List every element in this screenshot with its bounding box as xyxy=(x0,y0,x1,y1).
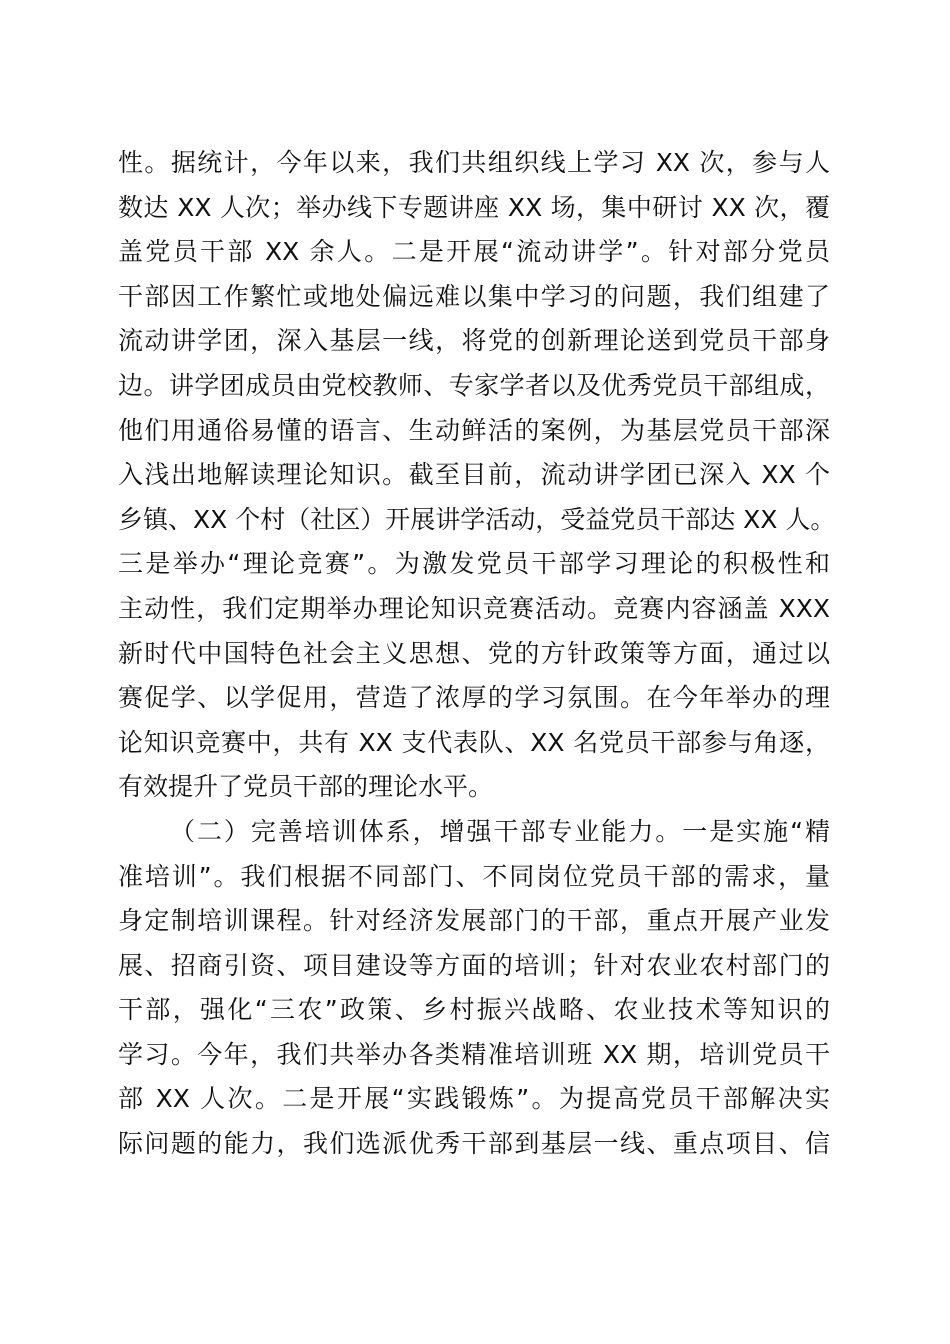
text-line: 主动性，我们定期举办理论知识竞赛活动。竞赛内容涵盖 XXX xyxy=(118,593,830,623)
text-line: 数达 XX 人次；举办线下专题讲座 XX 场，集中研讨 XX 次，覆 xyxy=(118,192,830,222)
text-line: 性。据统计，今年以来，我们共组织线上学习 XX 次，参与人 xyxy=(118,148,830,177)
text-line: 学习。今年，我们共举办各类精准培训班 XX 期，培训党员干 xyxy=(118,1039,830,1069)
text-line: 身定制培训课程。针对经济发展部门的干部，重点开展产业发 xyxy=(118,906,830,936)
document-body xyxy=(118,141,836,1167)
text-line: 论知识竞赛中，共有 XX 支代表队、XX 名党员干部参与角逐， xyxy=(118,727,830,757)
text-line: 三是举办“理论竞赛”。为激发党员干部学习理论的积极性和 xyxy=(118,549,830,579)
text-line: 干部因工作繁忙或地处偏远难以集中学习的问题，我们组建了 xyxy=(118,281,830,311)
text-line: 乡镇、XX 个村（社区）开展讲学活动，受益党员干部达 XX 人。 xyxy=(118,504,836,534)
text-line: 盖党员干部 XX 余人。二是开展“流动讲学”。针对部分党员 xyxy=(118,237,830,267)
section-heading-line: （二）完善培训体系，增强干部专业能力。一是实施“精 xyxy=(170,816,830,846)
text-line: 他们用通俗易懂的语言、生动鲜活的案例，为基层党员干部深 xyxy=(118,415,830,445)
text-line: 展、招商引资、项目建设等方面的培训；针对农业农村部门的 xyxy=(118,950,830,980)
text-line: 部 XX 人次。二是开展“实践锻炼”。为提高党员干部解决实 xyxy=(118,1084,830,1114)
text-line: 干部，强化“三农”政策、乡村振兴战略、农业技术等知识的 xyxy=(118,995,830,1025)
text-line: 入浅出地解读理论知识。截至目前，流动讲学团已深入 XX 个 xyxy=(118,460,830,490)
paragraph-end-line: 有效提升了党员干部的理论水平。 xyxy=(118,772,494,802)
text-line: 流动讲学团，深入基层一线，将党的创新理论送到党员干部身 xyxy=(118,326,830,356)
text-line: 边。讲学团成员由党校教师、专家学者以及优秀党员干部组成， xyxy=(118,370,830,400)
text-line: 新时代中国特色社会主义思想、党的方针政策等方面，通过以 xyxy=(118,638,830,668)
text-line: 际问题的能力，我们选派优秀干部到基层一线、重点项目、信 xyxy=(118,1129,830,1159)
text-line: 赛促学、以学促用，营造了浓厚的学习氛围。在今年举办的理 xyxy=(118,683,830,713)
text-line: 准培训”。我们根据不同部门、不同岗位党员干部的需求，量 xyxy=(118,861,830,891)
